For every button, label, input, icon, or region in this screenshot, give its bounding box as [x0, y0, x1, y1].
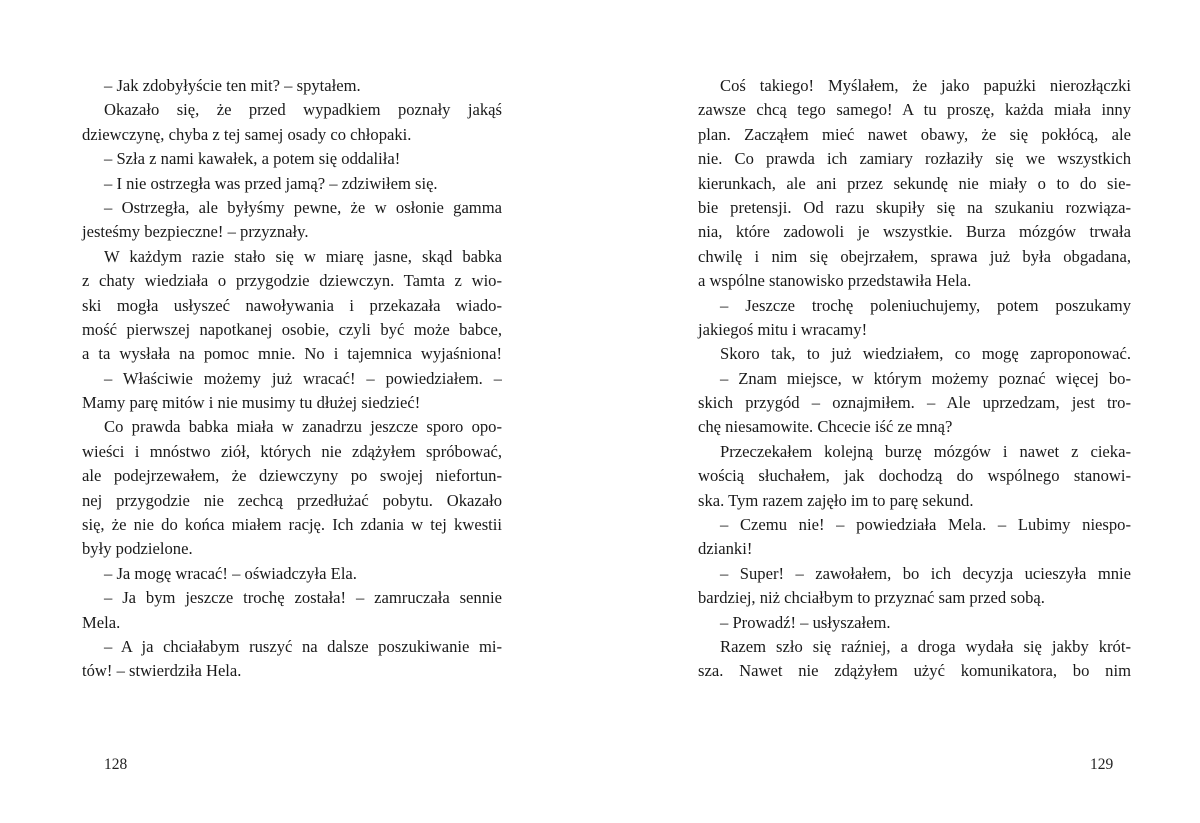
text-line: mość pierwszej napotkanej osobie, czyli być może babce,	[82, 319, 502, 339]
text-line: Skoro tak, to już wiedziałem, co mogę zaproponować.	[720, 344, 1131, 364]
text-line: dzianki!	[698, 539, 753, 559]
text-line: – Czemu nie! – powiedziała Mela. – Lubimy niespo-	[720, 515, 1131, 535]
text-line: kierunkach, ale ani przez sekundę nie miały o to do sie-	[698, 173, 1131, 193]
text-line: sza. Nawet nie zdążyłem użyć komunikatora, bo nim	[698, 661, 1131, 681]
text-line: nie. Co prawda ich zamiary rozłaziły się we wszystkich	[698, 149, 1131, 169]
text-line: skich przygód – oznajmiłem. – Ale uprzedzam, jest tro-	[698, 393, 1131, 413]
text-line: Mamy parę mitów i nie musimy tu dłużej siedzieć!	[82, 393, 421, 413]
page-number-left: 128	[104, 756, 128, 773]
text-line: ska. Tym razem zajęło im to parę sekund.	[698, 490, 974, 510]
text-line: – Super! – zawołałem, bo ich decyzja ucieszyła mnie	[720, 563, 1131, 583]
text-line: jesteśmy bezpieczne! – przyznały.	[82, 222, 309, 242]
text-line: dziewczynę, chyba z tej samej osady co chłopaki.	[82, 124, 412, 144]
text-line: a ta wysłała na pomoc mnie. No i tajemnica wyjaśniona!	[82, 344, 502, 364]
text-line: nej przygodzie nie zechcą przedłużać pobytu. Okazało	[82, 490, 502, 510]
text-line: – I nie ostrzegła was przed jamą? – zdziwiłem się.	[104, 173, 438, 193]
text-line: z chaty wiedziała o przygodzie dziewczyn. Tamta z wio-	[82, 271, 502, 291]
text-line: – Jak zdobyłyście ten mit? – spytałem.	[104, 76, 361, 95]
text-line: – Szła z nami kawałek, a potem się oddaliła!	[104, 149, 401, 169]
text-line: – Ostrzegła, ale byłyśmy pewne, że w osłonie gamma	[104, 197, 502, 217]
text-line: nia, które zadowoli je wszystkie. Burza mózgów trwała	[698, 222, 1131, 242]
text-line: bardziej, niż chciałbym to przyznać sam przed sobą.	[698, 588, 1045, 608]
text-line: – Prowadź! – usłyszałem.	[720, 612, 891, 632]
text-line: chwilę i nim się obejrzałem, sprawa już była obgadana,	[698, 246, 1131, 266]
text-line: – Znam miejsce, w którym możemy poznać więcej bo-	[720, 368, 1131, 388]
text-line: Okazało się, że przed wypadkiem poznały jakąś	[104, 100, 502, 120]
text-line: tów! – stwierdziła Hela.	[82, 661, 242, 681]
text-line: były podzielone.	[82, 539, 193, 559]
text-line: bie pretensji. Od razu skupiły się na szukaniu rozwiąza-	[698, 197, 1131, 217]
text-line: ale podejrzewałem, że dziewczyny po swojej niefortun-	[82, 466, 502, 486]
text-line: ski mogła usłyszeć nawoływania i przekazała wiado-	[82, 295, 502, 315]
text-line: wością słuchałem, jak dochodzą do wspólnego stanowi-	[698, 466, 1131, 486]
text-line: a wspólne stanowisko przedstawiła Hela.	[698, 271, 972, 291]
text-line: chę niesamowite. Chcecie iść ze mną?	[698, 417, 953, 437]
text-line: plan. Zacząłem mieć nawet obawy, że się pokłócą, ale	[698, 124, 1131, 144]
page-number-right: 129	[1090, 756, 1114, 773]
text-line: Mela.	[82, 612, 121, 632]
text-line: – Ja bym jeszcze trochę została! – zamruczała sennie	[104, 588, 502, 608]
text-line: wieści i mnóstwo ziół, których nie zdążyłem spróbować,	[82, 441, 502, 461]
text-line: Co prawda babka miała w zanadrzu jeszcze sporo opo-	[104, 417, 502, 437]
text-line: zawsze chcą tego samego! A tu proszę, każda miała inny	[698, 100, 1131, 120]
text-line: – A ja chciałabym ruszyć na dalsze poszukiwanie mi-	[104, 636, 502, 656]
text-line: – Właściwie możemy już wracać! – powiedziałem. –	[104, 368, 502, 388]
text-line: – Jeszcze trochę poleniuchujemy, potem poszukamy	[720, 295, 1131, 315]
left-page-text	[82, 74, 502, 684]
text-line: Przeczekałem kolejną burzę mózgów i nawet z cieka-	[720, 441, 1131, 461]
text-line: Coś takiego! Myślałem, że jako papużki nierozłączki	[720, 76, 1131, 95]
text-line: W każdym razie stało się w miarę jasne, skąd babka	[104, 246, 502, 266]
right-page-text	[698, 74, 1131, 684]
text-line: jakiegoś mitu i wracamy!	[698, 319, 868, 339]
text-line: Razem szło się raźniej, a droga wydała się jakby krót-	[720, 636, 1131, 656]
text-line: – Ja mogę wracać! – oświadczyła Ela.	[104, 563, 357, 583]
text-line: się, że nie do końca miałem rację. Ich zdania w tej kwestii	[82, 515, 502, 535]
